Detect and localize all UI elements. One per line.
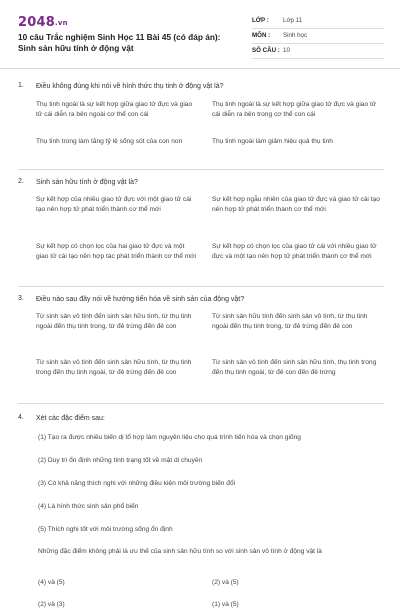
option-a[interactable]: Thụ tinh ngoài là sự kết hợp giữa giao tử đực và giao tử cái diễn ra bên ngoài cơ thể con cái [36, 101, 193, 118]
question-3 [18, 295, 384, 405]
meta-row-class [252, 14, 384, 29]
question-number: 1. [18, 82, 24, 89]
meta-row-count [252, 44, 384, 59]
statement-1: (1) Tạo ra được nhiều biến dị tổ hợp làm nguyên liệu cho quá trình tiến hóa và chọn giống [38, 434, 301, 441]
site-logo[interactable] [18, 15, 68, 30]
statement-5: (5) Thích nghi tốt với môi trường sống ổn định [38, 526, 173, 533]
statement-2: (2) Duy trì ổn định những tính trạng tốt về mặt di chuyền [38, 457, 203, 464]
meta-label: LỚP : [252, 17, 269, 24]
meta-label: SỐ CÂU : [252, 47, 280, 54]
statement-3: (3) Có khả năng thích nghi với những điều kiện môi trường biến đổi [38, 480, 236, 487]
option-c[interactable]: Thụ tinh trong làm tăng tỷ lệ sống sót của con non [36, 138, 183, 145]
option-b[interactable]: Sự kết hợp ngẫu nhiên của giao tử đực và giao tử cái tạo nên hợp tử phát triển thành cơ thể mới [212, 196, 380, 213]
question-text: Điều nào sau đây nói về hướng tiến hóa về sinh sản của động vật? [36, 296, 245, 303]
question-2 [18, 178, 384, 288]
divider [18, 403, 384, 404]
option-c[interactable]: (2) và (3) [38, 601, 65, 608]
option-a[interactable]: Từ sinh sản vô tính đến sinh sản hữu tính, từ thụ tinh ngoài đến thụ tinh trong, từ đẻ trứng đến đẻ con [36, 313, 192, 330]
option-a[interactable]: (4) và (5) [38, 579, 65, 586]
divider [18, 286, 384, 287]
option-d[interactable]: Sự kết hợp có chọn lọc của giao tử cái với nhiều giao tử đực và một tạo nên hợp tử phát triển thành cơ thể mới [212, 243, 377, 260]
logo-main: 2048 [18, 15, 55, 30]
logo-suffix: .vn [54, 19, 68, 27]
option-d[interactable]: Từ sinh sản vô tính đến sinh sản hữu tính, thụ tinh trong đến thụ tinh ngoài, từ đẻ con đến đẻ trứng [212, 359, 377, 376]
meta-label: MÔN : [252, 32, 271, 39]
option-d[interactable]: Thụ tinh ngoài làm giảm hiệu quả thụ tinh [212, 138, 333, 145]
meta-row-subject [252, 29, 384, 44]
meta-table [252, 14, 384, 59]
meta-value: 10 [283, 47, 290, 54]
option-c[interactable]: Từ sinh sản vô tính đến sinh sản hữu tính, từ thụ tinh trong đến thụ tinh ngoài, từ đẻ trứng đến đẻ con [36, 359, 192, 376]
page-header [0, 0, 400, 69]
statement-4: (4) Là hình thức sinh sản phổ biến [38, 503, 139, 510]
meta-value: Sinh học [283, 32, 308, 39]
option-a[interactable]: Sự kết hợp của nhiều giao tử đực với một giao tử cái tạo nên hợp tử phát triển thành cơ thể mới [36, 196, 192, 213]
question-1 [18, 82, 384, 182]
question-number: 3. [18, 295, 24, 302]
question-number: 4. [18, 414, 24, 421]
option-b[interactable]: Thụ tinh ngoài là sự kết hợp giữa giao tử đực và giao tử cái diễn ra bên trong cơ thể con cái [212, 101, 377, 118]
question-text: Sinh sản hữu tính ở động vật là? [36, 179, 138, 186]
option-c[interactable]: Sự kết hợp có chọn lọc của hai giao tử đực và một giao tử cái tạo nên hợp tác phát triển thành cơ thể mới [36, 243, 196, 260]
page-title: 10 câu Trắc nghiệm Sinh Học 11 Bài 45 (có đáp án): Sinh sản hữu tính ở động vật [18, 32, 221, 53]
divider [18, 169, 384, 170]
question-text: Xét các đặc điểm sau: [36, 415, 105, 422]
question-number: 2. [18, 178, 24, 185]
question-text: Điều không đúng khi nói về hình thức thụ tinh ở động vật là? [36, 83, 224, 90]
option-b[interactable]: Từ sinh sản hữu tính đến sinh sản vô tính, từ thụ tinh ngoài đến thụ tinh trong, từ đẻ trứng đến đẻ con [212, 313, 368, 330]
option-b[interactable]: (2) và (5) [212, 579, 239, 586]
question-4 [18, 414, 384, 608]
question-continuation: Những đặc điểm không phải là ưu thế của sinh sản hữu tính so với sinh sản vô tính ở động vật là [38, 548, 322, 555]
meta-value: Lớp 11 [283, 17, 303, 24]
option-d[interactable]: (1) và (5) [212, 601, 239, 608]
